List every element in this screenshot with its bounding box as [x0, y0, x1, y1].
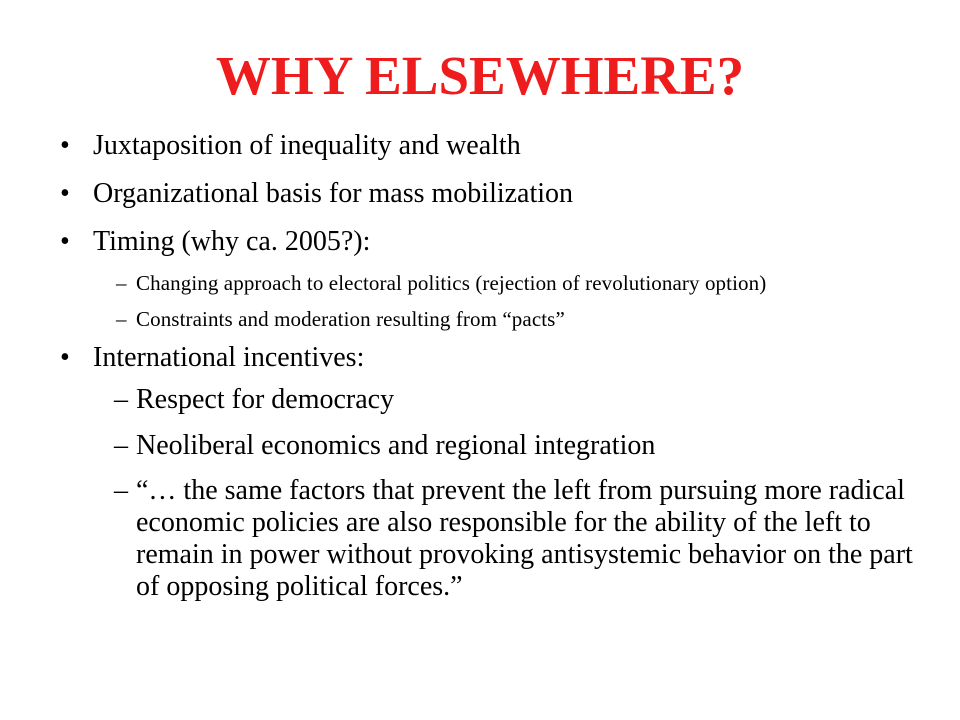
- bullet-icon: •: [60, 130, 70, 161]
- sub-item-respect-democracy: [56, 383, 916, 417]
- bullet-text: Juxtaposition of inequality and wealth: [93, 130, 521, 161]
- bullet-icon: •: [60, 342, 70, 373]
- bullet-text: International incentives:: [93, 342, 365, 373]
- dash-icon: –: [114, 475, 128, 506]
- bullet-item-international-incentives: [56, 341, 916, 603]
- dash-icon: –: [116, 307, 127, 331]
- sub-item-text: “… the same factors that prevent the left from pursuing more radical economic policies are also responsible for the ability of the left to remain in power without provoking antisystemic behavior on the part of opposing political forces.”: [136, 475, 913, 602]
- dash-icon: –: [114, 430, 128, 461]
- bullet-text: Organizational basis for mass mobilization: [93, 178, 574, 209]
- bullet-item-inequality: [56, 129, 916, 163]
- bullet-icon: •: [60, 178, 70, 209]
- dash-icon: –: [114, 384, 128, 415]
- sub-item-text: Neoliberal economics and regional integration: [136, 430, 656, 461]
- bullet-text: Timing (why ca. 2005?):: [93, 226, 371, 257]
- bullet-list: [56, 129, 916, 617]
- sub-item-electoral-politics: [56, 271, 916, 295]
- sub-item-pacts: [56, 307, 916, 331]
- sub-list-timing: [56, 271, 916, 331]
- bullet-icon: •: [60, 226, 70, 257]
- sub-list-international: [56, 383, 916, 603]
- sub-item-quote: [56, 475, 916, 603]
- sub-item-neoliberal-economics: [56, 429, 916, 463]
- sub-item-text: Constraints and moderation resulting from “pacts”: [136, 307, 565, 331]
- bullet-item-organizational-basis: [56, 177, 916, 211]
- sub-item-text: Changing approach to electoral politics (rejection of revolutionary option): [136, 271, 767, 295]
- bullet-item-timing: [56, 225, 916, 331]
- sub-item-text: Respect for democracy: [136, 384, 395, 415]
- dash-icon: –: [116, 271, 127, 295]
- slide-title: WHY ELSEWHERE?: [215, 45, 745, 106]
